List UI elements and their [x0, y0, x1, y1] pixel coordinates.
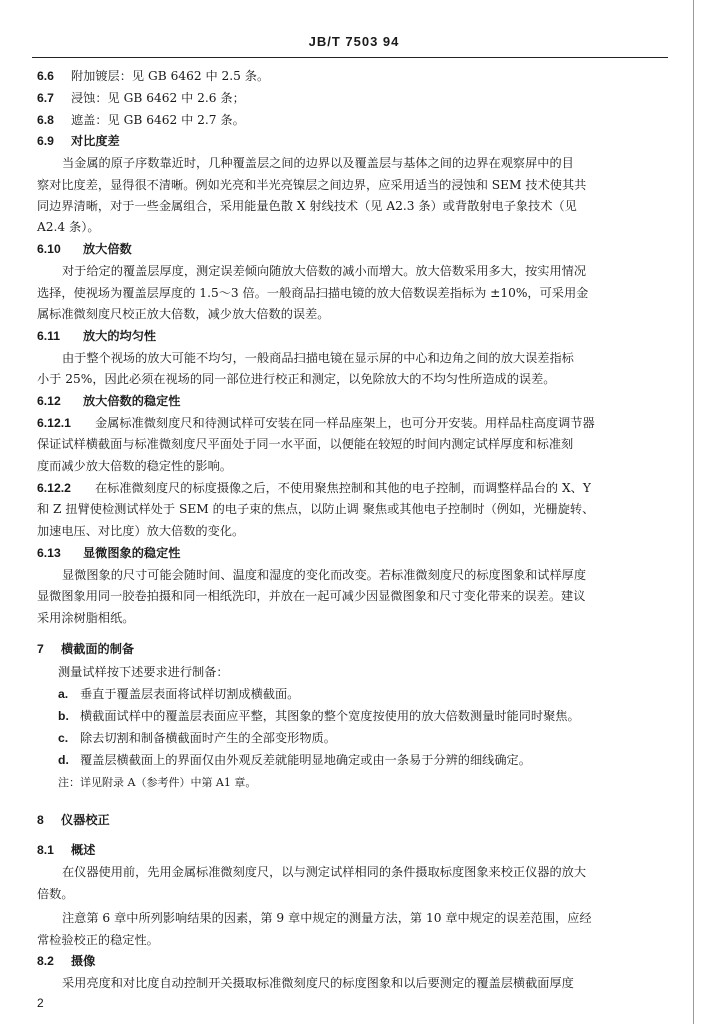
section-number: 7 [37, 642, 44, 656]
list-label: d. [58, 753, 69, 767]
clause-8-1 [37, 842, 668, 858]
page-header: JB/T 7503 94 [308, 34, 400, 49]
paragraph-line: 属标准微刻度尺校正放大倍数，减少放大倍数的误差。 [37, 307, 330, 321]
clause-number: 6.7 [37, 91, 54, 105]
clause-heading: 概述 [71, 843, 96, 857]
paragraph-line: 度而减少放大倍数的稳定性的影响。 [37, 459, 232, 473]
list-label: b. [58, 709, 69, 723]
paragraph-line: 采用涂树脂相纸。 [37, 611, 135, 625]
clause-number: 6.8 [37, 113, 54, 127]
paragraph-line: 同边界清晰，对于一些金属组合，采用能量色散 X 射线技术（见 A2.3 条）或背散射电子象技术（见 [37, 199, 577, 213]
section-number: 8 [37, 813, 44, 827]
paragraph-line: 采用亮度和对比度自动控制开关摄取标准微刻度尺的标度图象和以后要测定的覆盖层横截面厚度 [62, 976, 574, 990]
paragraph-line: 由于整个视场的放大可能不均匀，一般商品扫描电镜在显示屏的中心和边角之间的放大误差指标 [62, 351, 574, 365]
clause-text: 附加镀层：见 GB 6462 中 2.5 条。 [71, 69, 270, 83]
clause-number: 6.10 [37, 242, 61, 256]
clause-text: 在标准微刻度尺的标度摄像之后，不使用聚焦控制和其他的电子控制，而调整样品台的 X、Y [95, 481, 591, 495]
clause-number: 6.13 [37, 546, 61, 560]
paragraph-line: 和 Z 扭臂使检测试样处于 SEM 的电子束的焦点，以防止调 聚焦或其他电子控制时（例如，光栅旋转、 [37, 502, 595, 516]
clause-6-11 [37, 328, 668, 344]
list-item-d [58, 752, 668, 768]
clause-6-9 [37, 133, 668, 149]
paragraph-line: 倍数。 [37, 887, 74, 901]
clause-number: 6.6 [37, 69, 54, 83]
section-7-heading [37, 641, 668, 657]
clause-text: 遮盖：见 GB 6462 中 2.7 条。 [71, 113, 245, 127]
clause-6-10 [37, 241, 668, 257]
clause-6-7 [37, 90, 668, 106]
paragraph-line: 测量试样按下述要求进行制备： [58, 665, 229, 679]
list-text: 横截面试样中的覆盖层表面应平整，其图象的整个宽度按使用的放大倍数测量时能同时聚焦。 [80, 709, 580, 723]
clause-6-13 [37, 545, 668, 561]
clause-6-6 [37, 68, 668, 84]
paragraph-line: 对于给定的覆盖层厚度，测定误差倾向随放大倍数的减小而增大。放大倍数采用多大，按实用情况 [62, 264, 587, 278]
list-label: a. [58, 687, 69, 701]
note-line: 注：详见附录 A（参考件）中第 A1 章。 [58, 776, 257, 789]
clause-6-12-1 [37, 415, 668, 431]
clause-text: 浸蚀：见 GB 6462 中 2.6 条； [71, 91, 245, 105]
clause-heading: 放大的均匀性 [83, 329, 157, 343]
paragraph-line: 显微图象的尺寸可能会随时间、温度和湿度的变化而改变。若标准微刻度尺的标度图象和试样厚度 [62, 568, 587, 582]
paragraph-line: 当金属的原子序数靠近时，几种覆盖层之间的边界以及覆盖层与基体之间的边界在观察屏中的目 [62, 156, 574, 170]
clause-heading: 放大倍数的稳定性 [83, 394, 181, 408]
clause-number: 6.12.2 [37, 481, 71, 495]
clause-6-12-2 [37, 480, 668, 496]
list-item-c [58, 730, 668, 746]
paragraph-line: 显微图象用同一胶卷拍摄和同一相纸洗印，并放在一起可减少因显微图象和尺寸变化带来的误差。建议 [37, 589, 586, 603]
list-text: 垂直于覆盖层表面将试样切割成横截面。 [80, 687, 300, 701]
clause-8-2 [37, 953, 668, 969]
clause-number: 8.2 [37, 954, 54, 968]
clause-number: 6.12.1 [37, 416, 71, 430]
clause-text: 金属标准微刻度尺和待测试样可安装在同一样品座架上，也可分开安装。用样品柱高度调节器 [95, 416, 595, 430]
paragraph-line: 常检验校正的稳定性。 [37, 933, 159, 947]
paragraph-line: 在仪器使用前，先用金属标准微刻度尺，以与测定试样相同的条件摄取标度图象来校正仪器的放大 [62, 865, 587, 879]
paragraph-line: 选择，使视场为覆盖层厚度的 1.5～3 倍。一般商品扫描电镜的放大倍数误差指标为 ±10%，可采用金 [37, 286, 589, 300]
list-text: 除去切割和制备横截面时产生的全部变形物质。 [80, 731, 336, 745]
clause-6-12 [37, 393, 668, 409]
header-rule [32, 57, 668, 58]
clause-6-8 [37, 112, 668, 128]
clause-heading: 放大倍数 [83, 242, 132, 256]
paragraph-line: 加速电压、对比度）放大倍数的变化。 [37, 524, 245, 538]
paragraph-line: A2.4 条）。 [37, 220, 100, 234]
page-number: 2 [37, 996, 44, 1010]
clause-number: 6.9 [37, 134, 54, 148]
margin-rule [693, 0, 694, 1024]
clause-heading: 显微图象的稳定性 [83, 546, 181, 560]
section-title: 仪器校正 [61, 813, 110, 827]
paragraph-line: 保证试样横截面与标准微刻度尺平面处于同一水平面，以便能在较短的时间内测定试样厚度和标准刻 [37, 437, 574, 451]
list-label: c. [58, 731, 69, 745]
paragraph-line: 察对比度差，显得很不清晰。例如光亮和半光亮镍层之间边界，应采用适当的浸蚀和 SEM 技术使其共 [37, 178, 587, 192]
list-text: 覆盖层横截面上的界面仅由外观反差就能明显地确定或由一条易于分辨的细线确定。 [80, 753, 531, 767]
list-item-a [58, 686, 668, 702]
clause-number: 8.1 [37, 843, 54, 857]
paragraph-line: 小于 25%，因此必须在视场的同一部位进行校正和测定，以免除放大的不均匀性所造成的误差。 [37, 372, 556, 386]
section-8-heading [37, 812, 668, 828]
paragraph-line: 注意第 6 章中所列影响结果的因素，第 9 章中规定的测量方法，第 10 章中规定的误差范围，应经 [62, 911, 592, 925]
list-item-b [58, 708, 668, 724]
section-title: 横截面的制备 [61, 642, 135, 656]
clause-number: 6.11 [37, 329, 61, 343]
clause-number: 6.12 [37, 394, 61, 408]
clause-heading: 对比度差 [71, 134, 120, 148]
clause-heading: 摄像 [71, 954, 96, 968]
